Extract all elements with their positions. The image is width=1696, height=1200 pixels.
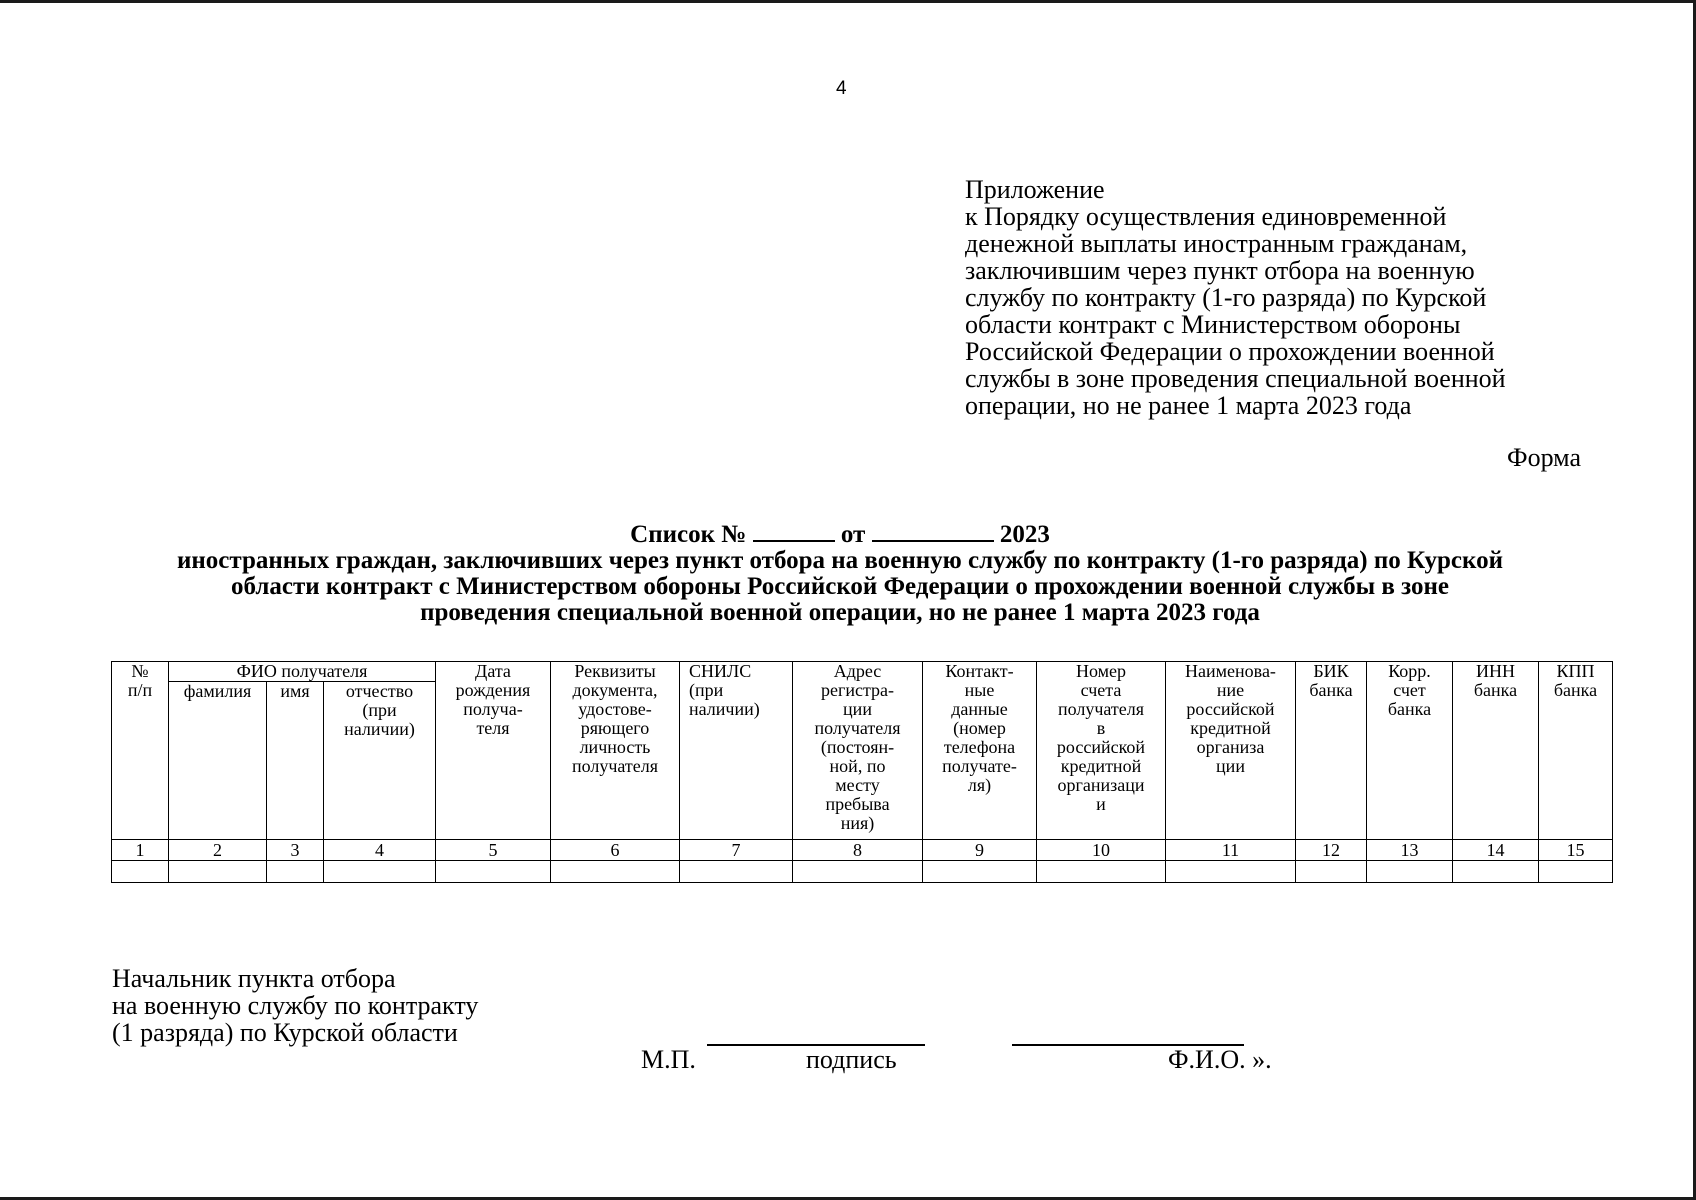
document-title xyxy=(100,520,1580,626)
column-number: 2 xyxy=(169,840,267,861)
column-number: 8 xyxy=(793,840,923,861)
column-number: 1 xyxy=(112,840,169,861)
recipients-table xyxy=(111,661,1613,883)
table-cell xyxy=(923,861,1037,883)
appendix-header xyxy=(965,176,1585,419)
column-number: 6 xyxy=(551,840,680,861)
header-fio: ФИО получателя xyxy=(169,662,436,682)
signature-caption: подпись xyxy=(806,1045,897,1074)
table-cell xyxy=(680,861,793,883)
signatory-line: на военную службу по контракту xyxy=(112,991,479,1020)
header-inn: ИНН банка xyxy=(1453,662,1539,840)
title-line xyxy=(100,520,1580,548)
table-cell xyxy=(1166,861,1296,883)
fio-caption: Ф.И.О. ». xyxy=(1168,1045,1272,1074)
column-number: 3 xyxy=(267,840,324,861)
column-number: 14 xyxy=(1453,840,1539,861)
form-label: Форма xyxy=(1507,443,1581,472)
table-cell xyxy=(1539,861,1613,883)
list-number-blank xyxy=(753,520,835,542)
table-cell xyxy=(1367,861,1453,883)
table-cell xyxy=(169,861,267,883)
appendix-line: Российской Федерации о прохождении военной xyxy=(965,337,1495,366)
table-cell xyxy=(1296,861,1367,883)
title-year: 2023 xyxy=(999,521,1050,548)
list-number-label: Список № xyxy=(630,521,747,548)
column-number: 15 xyxy=(1539,840,1613,861)
appendix-line: заключившим через пункт отбора на военную xyxy=(965,256,1475,285)
column-number: 4 xyxy=(324,840,436,861)
column-number: 11 xyxy=(1166,840,1296,861)
header-num: № п/п xyxy=(112,662,169,840)
header-birth-date: Дата рождения получа- теля xyxy=(436,662,551,840)
column-number: 7 xyxy=(680,840,793,861)
header-address: Адрес регистра- ции получателя (постоян- ной, по месту пребыва ния) xyxy=(793,662,923,840)
table-cell xyxy=(112,861,169,883)
column-number: 5 xyxy=(436,840,551,861)
header-account-number: Номер счета получателя в российской кредитной организаци и xyxy=(1037,662,1166,840)
header-corr-account: Корр. счет банка xyxy=(1367,662,1453,840)
column-number: 9 xyxy=(923,840,1037,861)
header-name: имя xyxy=(267,682,324,840)
signatory-line: Начальник пункта отбора xyxy=(112,964,396,993)
table-cell xyxy=(324,861,436,883)
header-contact: Контакт- ные данные (номер телефона получате- ля) xyxy=(923,662,1037,840)
appendix-line: денежной выплаты иностранным гражданам, xyxy=(965,229,1468,258)
column-number: 12 xyxy=(1296,840,1367,861)
date-blank xyxy=(872,520,994,542)
appendix-line: области контракт с Министерством обороны xyxy=(965,310,1461,339)
title-subtitle-line: области контракт с Министерством обороны Российской Федерации о прохождении военной службы в зоне xyxy=(230,573,1450,600)
table-cell xyxy=(267,861,324,883)
scan-border-top xyxy=(0,0,1696,3)
header-id-document: Реквизиты документа, удостове- ряющего личность получателя xyxy=(551,662,680,840)
table-cell xyxy=(551,861,680,883)
header-snils: СНИЛС (при наличии) xyxy=(680,662,793,840)
column-number: 10 xyxy=(1037,840,1166,861)
table-row xyxy=(112,861,1613,883)
appendix-line: службы в зоне проведения специальной военной xyxy=(965,364,1506,393)
header-kpp: КПП банка xyxy=(1539,662,1613,840)
table-header-row xyxy=(112,662,1613,682)
header-bank-name: Наименова- ние российской кредитной организа ции xyxy=(1166,662,1296,840)
table-cell xyxy=(793,861,923,883)
column-number: 13 xyxy=(1367,840,1453,861)
appendix-line: Приложение xyxy=(965,175,1105,204)
appendix-line: службу по контракту (1-го разряда) по Курской xyxy=(965,283,1487,312)
date-from-label: от xyxy=(840,521,866,548)
page-number: 4 xyxy=(836,78,847,99)
column-number-row xyxy=(112,840,1613,861)
header-bik: БИК банка xyxy=(1296,662,1367,840)
header-patronymic: отчество (при наличии) xyxy=(324,682,436,840)
table-cell xyxy=(1453,861,1539,883)
table-cell xyxy=(1037,861,1166,883)
appendix-line: к Порядку осуществления единовременной xyxy=(965,202,1447,231)
stamp-label: М.П. xyxy=(641,1045,696,1074)
table-cell xyxy=(436,861,551,883)
appendix-line: операции, но не ранее 1 марта 2023 года xyxy=(965,391,1412,420)
title-subtitle-line: проведения специальной военной операции, но не ранее 1 марта 2023 года xyxy=(420,599,1260,626)
title-subtitle-line: иностранных граждан, заключивших через пункт отбора на военную службу по контракту (1-го разряда) по Курской xyxy=(176,547,1504,574)
header-surname: фамилия xyxy=(169,682,267,840)
signatory-title xyxy=(112,965,478,1046)
signatory-line: (1 разряда) по Курской области xyxy=(112,1018,458,1047)
